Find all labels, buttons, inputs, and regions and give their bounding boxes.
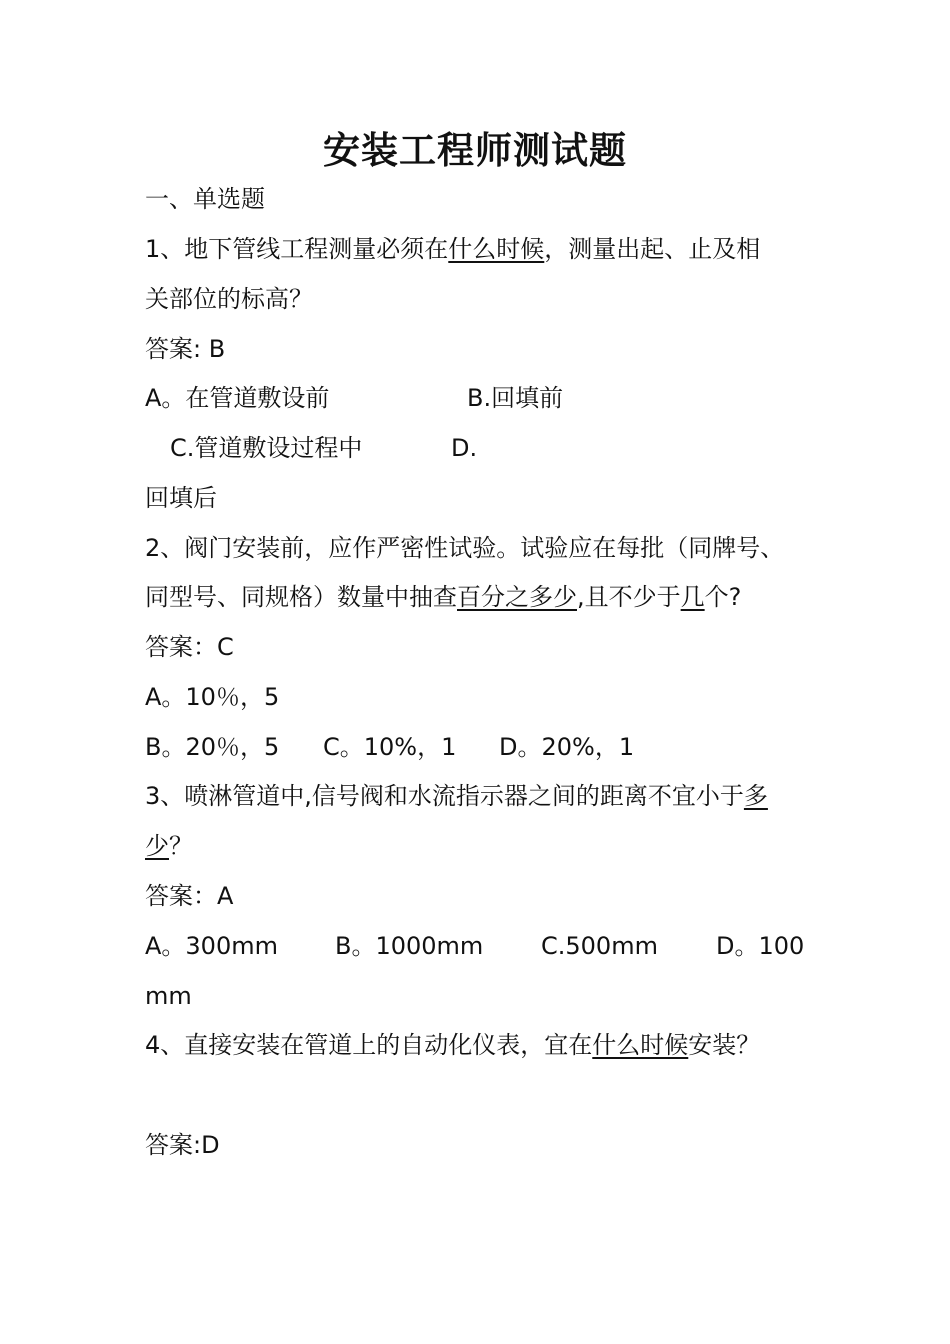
question-4-pre: 4、直接安装在管道上的自动化仪表，宜在: [145, 1031, 593, 1059]
question-3-underlined-2: 少: [145, 832, 169, 860]
question-2-post: 个?: [704, 583, 742, 611]
question-4-answer: 答案:D: [145, 1131, 220, 1159]
question-2-text-cont: [145, 580, 741, 614]
question-2-option-a: A。10％，5: [145, 683, 280, 711]
question-1-post: ，测量出起、止及相: [544, 235, 761, 263]
question-3-post: ？: [169, 832, 193, 860]
question-3-option-c: C.500mm: [541, 932, 658, 960]
question-3-answer: 答案：A: [145, 882, 234, 910]
question-1-text: [145, 232, 760, 266]
question-3-option-b: B。1000mm: [335, 932, 484, 960]
question-2-pre: 同型号、同规格）数量中抽查: [145, 583, 457, 611]
question-4-post: 安装？: [688, 1031, 761, 1059]
question-3-pre: 3、喷淋管道中,信号阀和水流指示器之间的距离不宜小于: [145, 782, 744, 810]
question-1-text-cont: 关部位的标高？: [145, 285, 313, 313]
question-2-option-c: C。10%，1: [323, 733, 457, 761]
question-1-answer: 答案: B: [145, 335, 226, 363]
question-2-text: 2、阀门安装前，应作严密性试验。试验应在每批（同牌号、: [145, 534, 785, 562]
question-1-pre: 1、地下管线工程测量必须在: [145, 235, 449, 263]
question-2-answer: 答案：C: [145, 633, 234, 661]
question-3-text-cont: [145, 829, 193, 863]
question-4-text: [145, 1028, 760, 1062]
question-3-underlined-1: 多: [743, 782, 768, 810]
question-4-underlined: 什么时候: [592, 1031, 689, 1059]
question-3-text: [145, 779, 768, 813]
question-2-mid: ,且不少于: [577, 583, 681, 611]
question-1-option-c: C.管道敷设过程中: [170, 434, 363, 462]
question-3-option-a: A。300mm: [145, 932, 278, 960]
question-1-option-a: A。在管道敷设前: [145, 384, 330, 412]
question-2-underlined-1: 百分之多少: [457, 583, 577, 611]
question-1-option-d-cont: 回填后: [145, 484, 217, 512]
question-3-option-d-cont: mm: [145, 982, 192, 1010]
question-3-option-d: D。100: [716, 932, 805, 960]
question-1-option-d: D.: [451, 434, 478, 462]
question-1-underlined: 什么时候: [448, 235, 545, 263]
question-2-option-b: B。20％，5: [145, 733, 280, 761]
question-2-option-d: D。20%，1: [499, 733, 635, 761]
question-2-underlined-2: 几: [680, 583, 705, 611]
page-title: 安装工程师测试题: [323, 128, 627, 172]
question-1-option-b: B.回填前: [467, 384, 564, 412]
section-heading: 一、单选题: [145, 185, 265, 213]
